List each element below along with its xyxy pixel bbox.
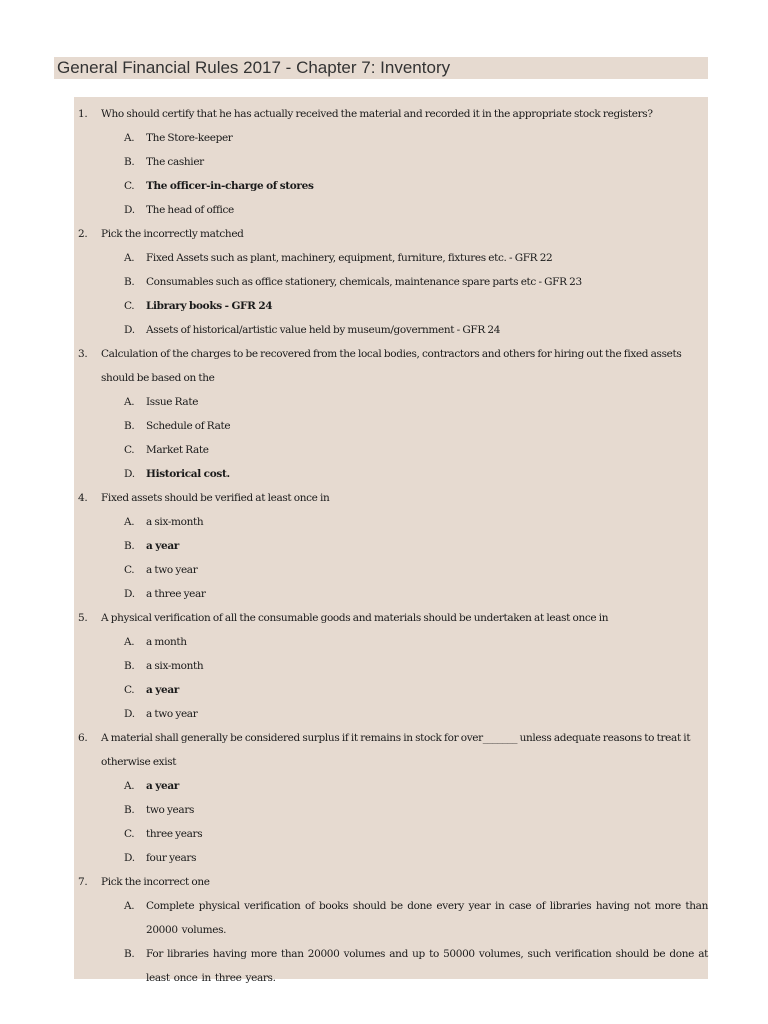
option-letter: D. xyxy=(124,468,135,480)
option-letter: B. xyxy=(124,948,135,960)
option-letter: A. xyxy=(124,516,135,528)
option xyxy=(74,414,708,438)
option-letter: C. xyxy=(124,828,135,840)
option-text: a year xyxy=(146,540,179,552)
question-text: Pick the incorrect one xyxy=(101,876,210,888)
option-letter: D. xyxy=(124,324,135,336)
option-letter: A. xyxy=(124,396,135,408)
option-text: a two year xyxy=(146,564,198,576)
option-answer xyxy=(74,462,708,486)
page-title: General Financial Rules 2017 - Chapter 7: Inventory xyxy=(57,58,451,77)
option xyxy=(74,558,708,582)
option xyxy=(74,894,708,942)
option xyxy=(74,126,708,150)
option xyxy=(74,270,708,294)
option-letter: A. xyxy=(124,780,135,792)
option-text: The officer-in-charge of stores xyxy=(146,180,314,192)
option-letter: B. xyxy=(124,420,135,432)
option-letter: D. xyxy=(124,708,135,720)
option xyxy=(74,510,708,534)
question-3 xyxy=(74,342,708,390)
option xyxy=(74,942,708,990)
option-text: four years xyxy=(146,852,197,864)
option xyxy=(74,654,708,678)
option-answer xyxy=(74,294,708,318)
question-text: Fixed assets should be verified at least once in xyxy=(101,492,330,504)
question-4 xyxy=(74,486,708,510)
question-2 xyxy=(74,222,708,246)
option-letter: D. xyxy=(124,588,135,600)
option-text: Historical cost. xyxy=(146,468,230,480)
option-text: a six-month xyxy=(146,516,204,528)
option-letter: B. xyxy=(124,156,135,168)
question-1 xyxy=(74,102,708,126)
option-text: a year xyxy=(146,684,179,696)
option-letter: A. xyxy=(124,900,135,912)
option-letter: B. xyxy=(124,660,135,672)
option-letter: D. xyxy=(124,204,135,216)
option-text: Schedule of Rate xyxy=(146,420,231,432)
option-letter: B. xyxy=(124,540,135,552)
question-5 xyxy=(74,606,708,630)
option xyxy=(74,846,708,870)
option-letter: C. xyxy=(124,684,135,696)
option-text: Issue Rate xyxy=(146,396,199,408)
option-text: Library books - GFR 24 xyxy=(146,300,273,312)
option-letter: B. xyxy=(124,804,135,816)
question-number: 1. xyxy=(78,108,88,120)
option xyxy=(74,318,708,342)
option-answer xyxy=(74,534,708,558)
option xyxy=(74,798,708,822)
option-text: Assets of historical/artistic value held by museum/government - GFR 24 xyxy=(146,324,501,336)
option-text: Consumables such as office stationery, chemicals, maintenance spare parts etc - GFR 23 xyxy=(146,276,582,288)
option-letter: A. xyxy=(124,252,135,264)
question-text: Who should certify that he has actually received the material and recorded it in the appropriate stock registers? xyxy=(101,108,653,120)
question-text: A physical verification of all the consumable goods and materials should be undertaken at least once in xyxy=(101,612,609,624)
option xyxy=(74,246,708,270)
option-letter: C. xyxy=(124,444,135,456)
option-letter: C. xyxy=(124,180,135,192)
option xyxy=(74,390,708,414)
option-text: Market Rate xyxy=(146,444,209,456)
option-text: Fixed Assets such as plant, machinery, equipment, furniture, fixtures etc. - GFR 22 xyxy=(146,252,553,264)
question-number: 5. xyxy=(78,612,88,624)
option-text: a month xyxy=(146,636,187,648)
option-answer xyxy=(74,678,708,702)
option xyxy=(74,198,708,222)
option-text: The cashier xyxy=(146,156,204,168)
option-letter: B. xyxy=(124,276,135,288)
option xyxy=(74,822,708,846)
option-letter: C. xyxy=(124,564,135,576)
option-text: two years xyxy=(146,804,195,816)
question-number: 3. xyxy=(78,348,88,360)
option xyxy=(74,582,708,606)
option-text: three years xyxy=(146,828,203,840)
question-7 xyxy=(74,870,708,894)
question-number: 6. xyxy=(78,732,88,744)
option-letter: A. xyxy=(124,636,135,648)
option-text: Complete physical verification of books should be done every year in case of libraries having not more than 20000 volumes. xyxy=(146,900,708,936)
option-answer xyxy=(74,774,708,798)
option xyxy=(74,630,708,654)
option-text: a two year xyxy=(146,708,198,720)
question-number: 7. xyxy=(78,876,88,888)
question-number: 2. xyxy=(78,228,88,240)
question-text: A material shall generally be considered surplus if it remains in stock for over_______ unless adequate reasons to treat it otherwise exist xyxy=(101,732,691,768)
option-text: The head of office xyxy=(146,204,234,216)
question-6 xyxy=(74,726,708,774)
option-letter: D. xyxy=(124,852,135,864)
option-text: a year xyxy=(146,780,179,792)
title-bar xyxy=(54,57,708,79)
option xyxy=(74,438,708,462)
option xyxy=(74,702,708,726)
question-list xyxy=(74,97,708,984)
option-letter: C. xyxy=(124,300,135,312)
question-number: 4. xyxy=(78,492,88,504)
option-letter: A. xyxy=(124,132,135,144)
option-text: The Store-keeper xyxy=(146,132,233,144)
option-text: a six-month xyxy=(146,660,204,672)
question-text: Pick the incorrectly matched xyxy=(101,228,244,240)
question-text: Calculation of the charges to be recovered from the local bodies, contractors and others for hiring out the fixed assets should be based on the xyxy=(101,348,682,384)
option xyxy=(74,150,708,174)
option-text: a three year xyxy=(146,588,206,600)
option-text: For libraries having more than 20000 volumes and up to 50000 volumes, such verification should be done at least once in three years. xyxy=(146,948,708,984)
option-answer xyxy=(74,174,708,198)
